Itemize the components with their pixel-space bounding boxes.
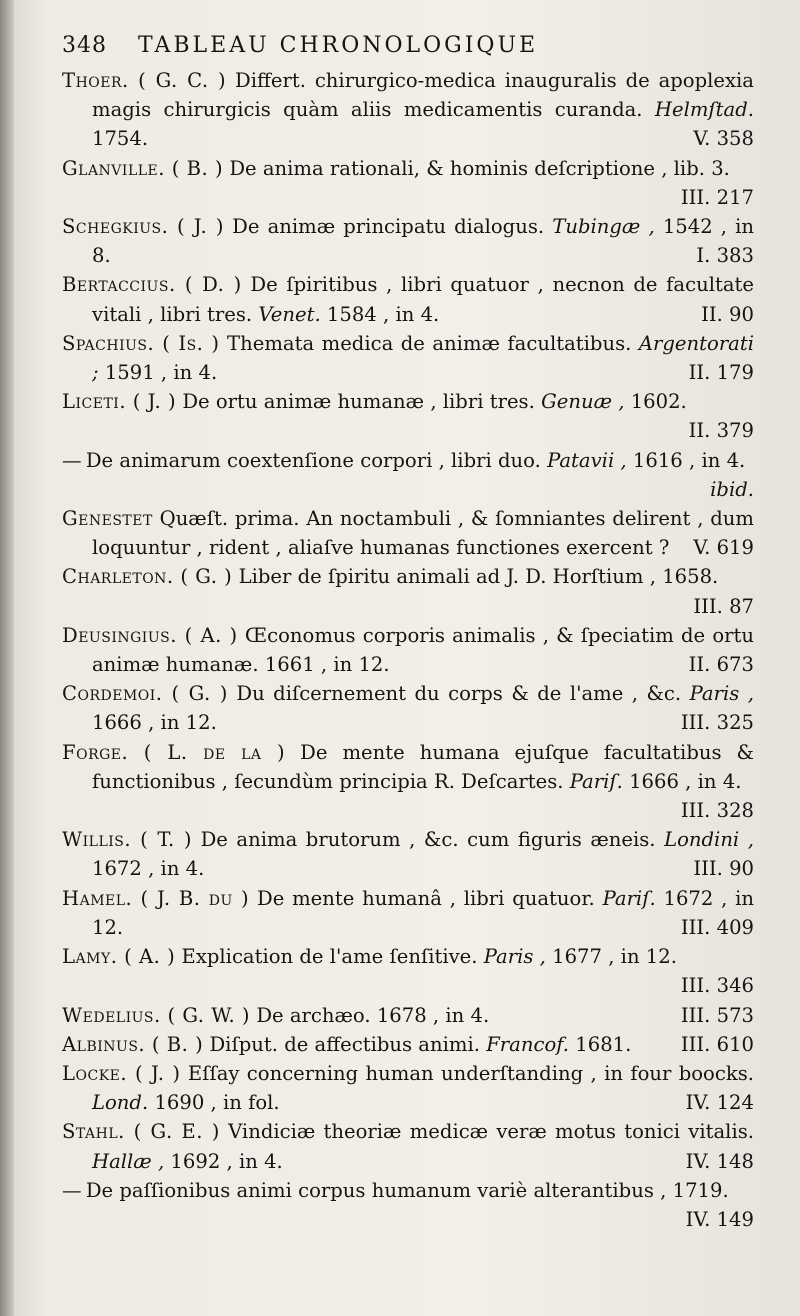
entry-reference: III. 87	[693, 594, 754, 618]
entry-text: De anima rationali, & hominis deſcriptione , lib. 3.	[229, 156, 730, 180]
bibliography-entry	[62, 387, 754, 445]
entry-text: Vindiciæ theoriæ medicæ veræ motus tonici vitalis.	[228, 1120, 754, 1144]
entry-year: 1542 , in 8.	[92, 215, 755, 268]
entry-place: Paris ,	[483, 945, 546, 969]
entry-author: Forge. ( L. de la )	[62, 740, 286, 764]
entry-text: Œconomus corporis animalis , & ſpeciatim de ortu animæ humanæ.	[92, 623, 754, 677]
entry-author: Liceti. ( J. )	[62, 390, 177, 414]
entry-text: De animæ principatu dialogus.	[232, 215, 545, 239]
entry-place: Pariſ.	[602, 886, 656, 910]
entry-text: De mente humana ejuſque facultatibus & functionibus , ſecundùm principia R. Deſcartes.	[92, 740, 754, 793]
bibliography-entry	[62, 270, 754, 328]
entry-reference: IV. 149	[685, 1207, 754, 1231]
bibliography-entry	[62, 446, 754, 504]
entry-year: 1719.	[672, 1178, 729, 1202]
entry-place: Francof.	[486, 1032, 570, 1056]
entry-author: Albinus. ( B. )	[62, 1032, 204, 1056]
entry-year: 1616 , in 4.	[632, 448, 746, 472]
bibliography-entry	[62, 1059, 754, 1117]
entry-reference: III. 610	[680, 1032, 754, 1056]
bibliography-entry	[62, 738, 754, 826]
entry-year: 1584 , in 4.	[326, 302, 440, 326]
entry-year: 1666 , in 4.	[629, 769, 742, 793]
page-title: TABLEAU CHRONOLOGIQUE	[138, 33, 539, 58]
bibliography-list	[62, 66, 754, 1234]
bibliography-entry	[62, 562, 754, 620]
entry-place: Genuæ ,	[541, 390, 625, 414]
entry-year: 1672 , in 12.	[92, 886, 755, 939]
entry-author: Bertaccius. ( D. )	[62, 273, 242, 297]
entry-place: Paris ,	[689, 682, 754, 706]
bibliography-entry	[62, 621, 754, 679]
entry-text: De ſpiritibus , libri quatuor , necnon de facultate vitali , libri tres.	[92, 273, 754, 326]
entry-author: Cordemoi. ( G. )	[62, 682, 228, 706]
entry-year: 1692 , in 4.	[170, 1149, 283, 1173]
bibliography-entry	[62, 1001, 754, 1030]
entry-author: Lamy. ( A. )	[62, 945, 176, 969]
entry-author: Thoer. ( G. C. )	[62, 69, 227, 92]
bibliography-entry	[62, 212, 754, 270]
entry-author: Hamel. ( J. B. du )	[62, 886, 250, 910]
entry-author-dash: —	[62, 1178, 80, 1202]
entry-text: Diſput. de affectibus animi.	[209, 1032, 480, 1056]
entry-text: De paſſionibus animi corpus humanum variè alterantibus ,	[85, 1178, 667, 1202]
running-header	[62, 26, 754, 66]
book-spine-shadow	[0, 0, 14, 1316]
entry-reference: III. 217	[680, 185, 754, 209]
entry-author: Charleton. ( G. )	[62, 565, 233, 589]
entry-text: Differt. chirurgico-medica inauguralis de apoplexia magis chirurgicis quàm aliis medicamentis curanda.	[92, 69, 754, 122]
page-number: 348	[62, 33, 107, 58]
entry-reference: III. 325	[680, 711, 754, 735]
entry-author: Spachius. ( Iſ. )	[62, 331, 220, 355]
entry-text: De mente humanâ , libri quatuor.	[256, 886, 595, 910]
entry-year: 1658.	[662, 565, 719, 589]
entry-reference: II. 179	[688, 361, 754, 385]
bibliography-entry	[62, 504, 754, 562]
bibliography-entry	[62, 1030, 754, 1059]
entry-author: Stahl. ( G. E. )	[62, 1120, 220, 1144]
bibliography-entry	[62, 679, 754, 737]
entry-reference: III. 328	[680, 799, 754, 823]
entry-text: Du diſcernement du corps & de l'ame , &c.	[236, 682, 682, 706]
entry-place: Argentorati ;	[92, 331, 755, 385]
entry-year: 1661 , in 12.	[264, 653, 390, 677]
entry-year: 1681.	[575, 1032, 632, 1056]
entry-text: Liber de ſpiritu animali ad J. D. Horſtium ,	[238, 565, 656, 589]
bibliography-entry	[62, 1117, 754, 1175]
entry-text: Quæſt. prima. An noctambuli , & ſomniantes delirent , dum loquuntur , rident , aliaſve humanas functiones exercent ?	[92, 507, 754, 560]
bibliography-entry	[62, 884, 754, 942]
entry-year: 1690 , in fol.	[154, 1091, 280, 1115]
bibliography-entry	[62, 1176, 754, 1234]
entry-reference: III. 573	[680, 1003, 754, 1027]
entry-reference: II. 379	[688, 419, 754, 443]
entry-year: 1677 , in 12.	[552, 945, 677, 969]
entry-reference: III. 409	[680, 915, 754, 939]
bibliography-entry	[62, 66, 754, 154]
entry-reference: V. 619	[693, 536, 754, 560]
entry-year: 1591 , in 4.	[104, 361, 218, 385]
entry-text: De anima brutorum , &c. cum figuris æneis.	[200, 828, 656, 852]
entry-author: Wedelius. ( G. W. )	[62, 1003, 251, 1027]
entry-text: Themata medica de animæ facultatibus.	[227, 331, 632, 355]
entry-author: Willis. ( T. )	[62, 828, 192, 852]
entry-author: Genestet	[62, 507, 153, 531]
entry-reference: II. 90	[701, 302, 754, 326]
entry-reference: I. 383	[696, 244, 754, 268]
entry-reference: III. 346	[680, 974, 754, 998]
entry-text: De ortu animæ humanæ , libri tres.	[182, 390, 535, 414]
bibliography-entry	[62, 942, 754, 1000]
entry-year: 1678 , in 4.	[376, 1003, 490, 1027]
entry-reference: IV. 124	[685, 1091, 754, 1115]
entry-place: Hallæ ,	[92, 1149, 165, 1173]
entry-reference: IV. 148	[685, 1149, 754, 1173]
entry-year: 1754.	[92, 127, 149, 151]
entry-place: Londini ,	[664, 828, 754, 852]
entry-author-dash: —	[62, 448, 80, 472]
entry-text: Explication de l'ame ſenſitive.	[181, 945, 478, 969]
entry-author: Deusingius. ( A. )	[62, 623, 238, 647]
entry-author: Locke. ( J. )	[62, 1061, 181, 1085]
entry-text: De archæo.	[256, 1003, 371, 1027]
entry-place: Tubingæ ,	[552, 215, 655, 239]
entry-place: Venet.	[258, 302, 321, 326]
entry-reference: V. 358	[693, 127, 754, 151]
entry-place: Pariſ.	[569, 769, 623, 793]
bibliography-entry	[62, 825, 754, 883]
entry-year: 1602.	[630, 390, 687, 414]
entry-author: Glanville. ( B. )	[62, 156, 224, 180]
entry-author: Schegkius. ( J. )	[62, 215, 225, 239]
entry-reference: ibid.	[710, 477, 754, 501]
entry-reference: III. 90	[693, 857, 754, 881]
entry-year: 1666 , in 12.	[92, 711, 217, 735]
entry-reference: II. 673	[688, 653, 754, 677]
entry-text: Eſſay concerning human underſtanding , in four boocks.	[187, 1061, 754, 1085]
bibliography-entry	[62, 329, 754, 387]
entry-place: Patavii ,	[547, 448, 627, 472]
entry-place: Lond.	[92, 1091, 149, 1115]
bibliography-entry	[62, 154, 754, 212]
entry-place: Helmſtad.	[654, 98, 754, 122]
entry-year: 1672 , in 4.	[92, 857, 205, 881]
entry-text: De animarum coextenſione corpori , libri duo.	[85, 448, 541, 472]
